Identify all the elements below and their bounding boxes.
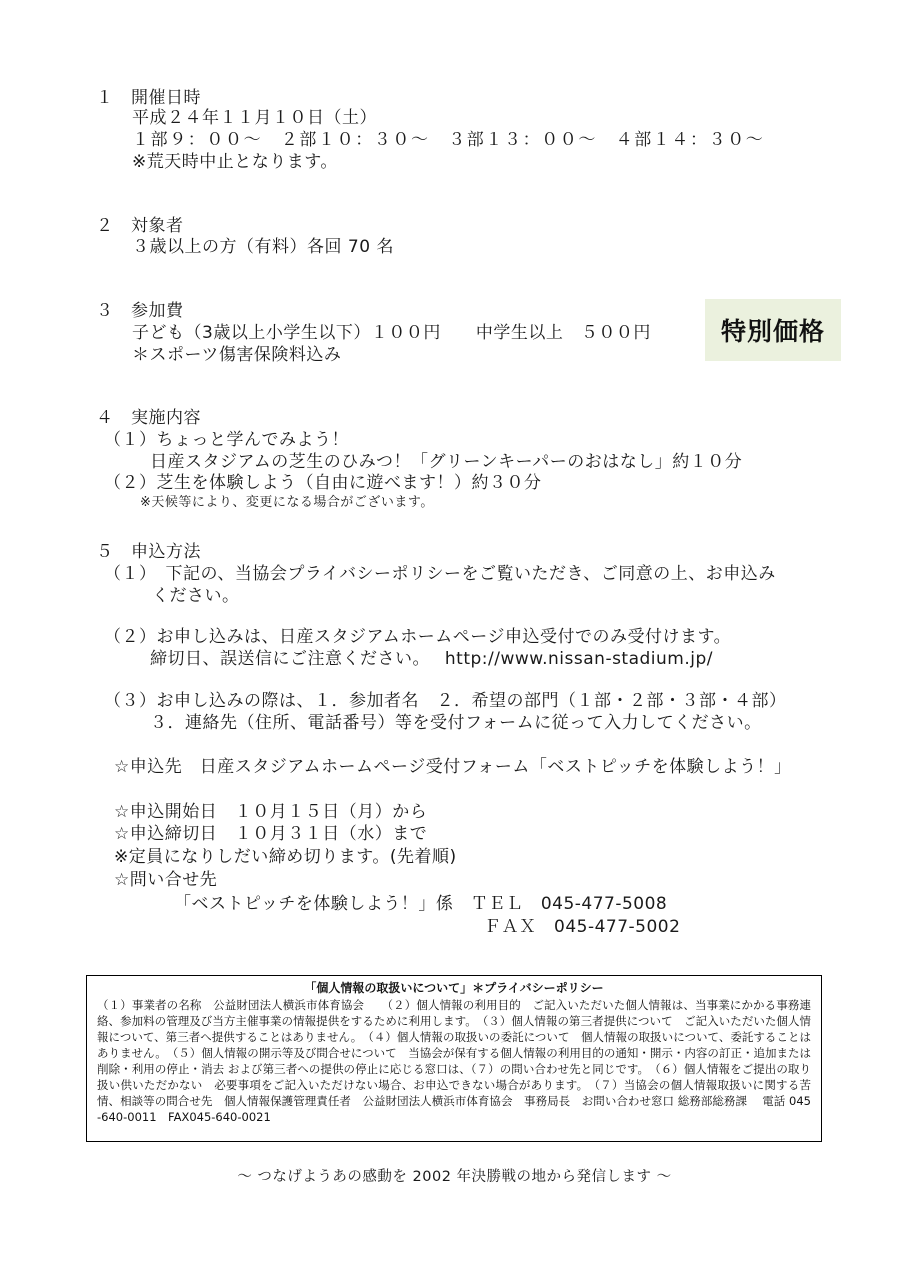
- footer-slogan: ～ つなげようあの感動を 2002 年決勝戦の地から発信します ～: [237, 1169, 672, 1185]
- program-item-1: （１）ちょっと学んでみよう！: [104, 430, 349, 450]
- privacy-policy-box: [86, 975, 822, 1142]
- weather-note: ※荒天時中止となります。: [132, 152, 338, 172]
- section-1-heading: １ 開催日時: [96, 88, 201, 108]
- application-step-1-cont: ください。: [152, 586, 240, 606]
- program-change-note: ※天候等により、変更になる場合がございます。: [140, 495, 434, 510]
- price-list: 子ども（3歳以上小学生以下）１００円 中学生以上 ５００円: [132, 323, 651, 343]
- application-step-2: （２）お申し込みは、日産スタジアムホームページ申込受付でのみ受付けます。: [104, 627, 732, 647]
- inquiry-heading: ☆問い合せ先: [114, 870, 218, 890]
- insurance-note: ＊スポーツ傷害保険料込み: [132, 345, 342, 365]
- session-times: １部９：００～ ２部１０：３０～ ３部１３：００～ ４部１４：３０～: [132, 130, 765, 150]
- section-2-heading: ２ 対象者: [96, 216, 184, 236]
- target-audience: ３歳以上の方（有料）各回 70 名: [132, 237, 394, 257]
- application-step-3: （３）お申し込みの際は、１．参加者名 ２．希望の部門（１部・２部・３部・４部）: [104, 691, 787, 711]
- inquiry-tel: 「ベストピッチを体験しよう！」係 ＴＥＬ 045-477-5008: [174, 894, 668, 914]
- apply-destination: ☆申込先 日産スタジアムホームページ受付フォーム「ベストピッチを体験しよう！」: [114, 757, 792, 777]
- inquiry-fax: ＦＡＸ 045-477-5002: [484, 917, 681, 937]
- application-step-1: （１） 下記の、当協会プライバシーポリシーをご覧いただき、ご同意の上、お申込み: [104, 564, 776, 584]
- special-price-badge: 特別価格: [705, 299, 841, 361]
- program-item-1-detail: 日産スタジアムの芝生のひみつ！「グリーンキーパーのおはなし」約１０分: [150, 452, 743, 472]
- section-3-heading: ３ 参加費: [96, 301, 184, 321]
- first-come-note: ※定員になりしだい締め切ります。(先着順): [114, 847, 457, 867]
- apply-start-date: ☆申込開始日 １０月１５日（月）から: [114, 802, 428, 822]
- section-5-heading: ５ 申込方法: [96, 542, 201, 562]
- application-step-3-cont: ３．連絡先（住所、電話番号）等を受付フォームに従って入力してください。: [150, 713, 762, 733]
- event-date: 平成２４年１１月１０日（土）: [132, 108, 377, 128]
- section-4-heading: ４ 実施内容: [96, 408, 201, 428]
- privacy-policy-title: 「個人情報の取扱いについて」＊プライバシーポリシー: [304, 981, 604, 995]
- privacy-policy-text: （１）事業者の名称 公益財団法人横浜市体育協会 （２）個人情報の利用目的 ご記入いただいた個人情報は、当事業にかかる事務連絡、参加料の管理及び当方主催事業の情報提供をするために利用します。 （３）個人情報の第三者提供について ご記入いただいた個人情報について、第三者へ提供することはありません。 （４）個人情報の取扱いの委託について 個人情報の取扱いについて、委託することはありません。 （５）個人情報の開示等及び問合せについて 当協会が保有する個人情報の利用目的の通知・開示・内容の訂正・追加または削除・利用の停止・消去 および第三者への提供の停止に応じる窓口は、（７）の問い合わせ先と同じです。 （６）個人情報をご提出の取り扱い供いただかない 必要事項をご記入いただけない場合、お申込できない場合があります。 （７）当協会の個人情報取扱いに関する苦情、相談等の問合せ先 個人情報保護管理責任者 公益財団法人横浜市体育協会 事務局長 お問い合わせ窓口 総務部総務課 電話 045-640-0011 FAX045-640-0021: [97, 998, 811, 1124]
- program-item-2: （２）芝生を体験しよう（自由に遊べます！）約３０分: [104, 473, 542, 493]
- application-step-2-cont: 締切日、誤送信にご注意ください。 http://www.nissan-stadium.jp/: [150, 649, 714, 669]
- apply-end-date: ☆申込締切日 １０月３１日（水）まで: [114, 824, 428, 844]
